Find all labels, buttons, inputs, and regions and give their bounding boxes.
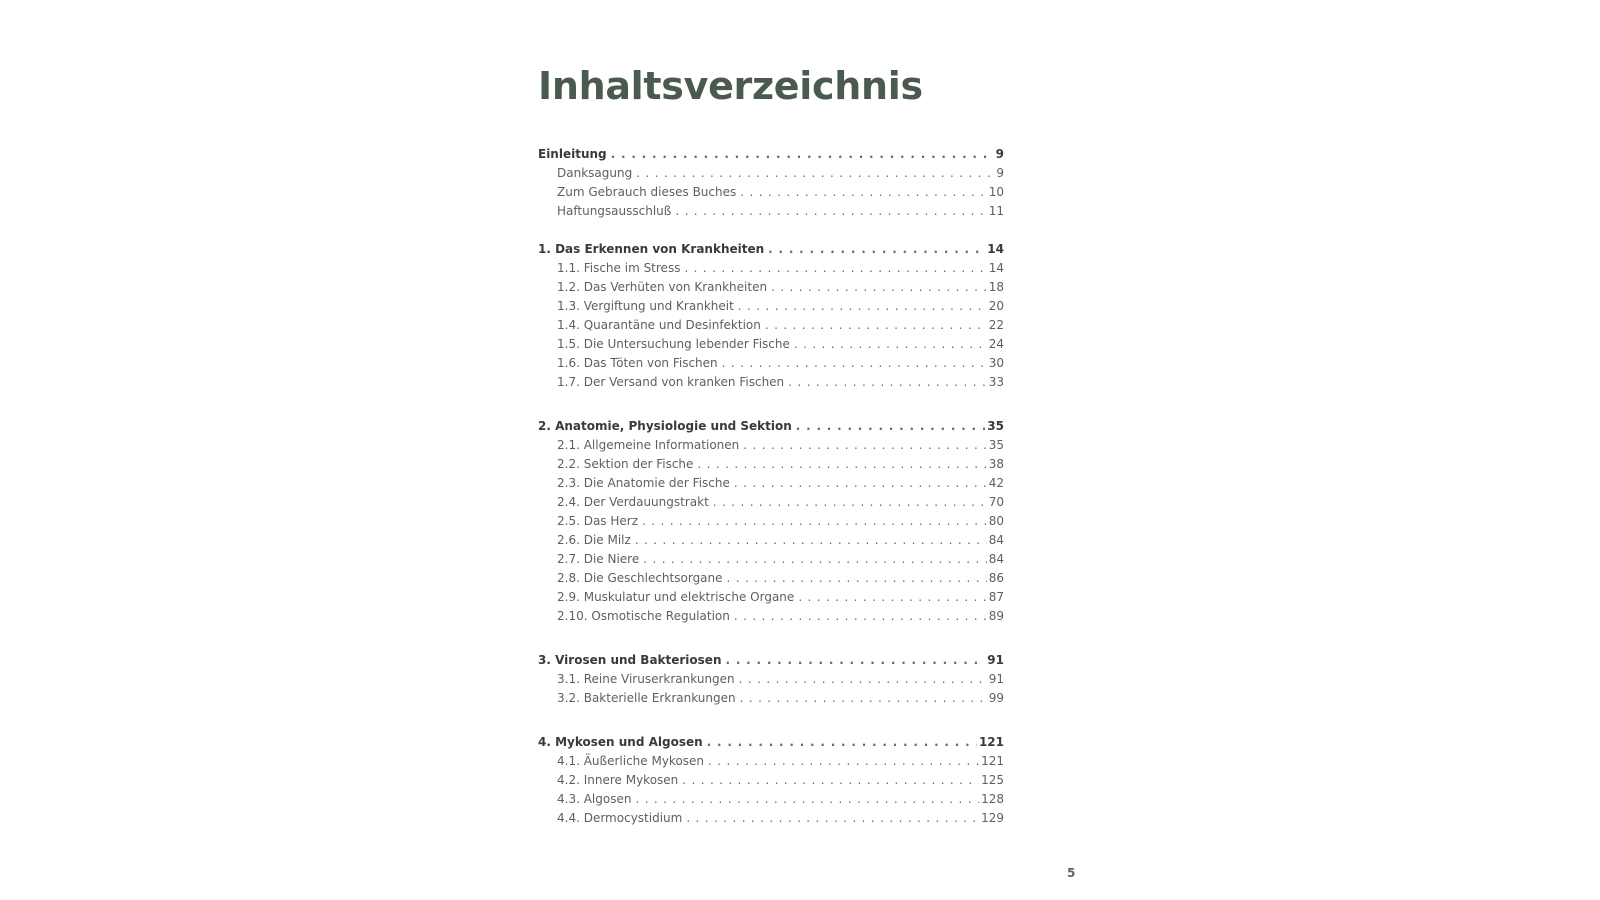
toc-subentry[interactable] xyxy=(538,183,1004,202)
dot-leader xyxy=(727,569,987,588)
toc-page-number: 10 xyxy=(988,185,1004,199)
toc-entry-title: 1.5. Die Untersuchung lebender Fische xyxy=(557,337,790,351)
toc-entry-title: 4.1. Äußerliche Mykosen xyxy=(557,754,705,768)
dot-leader xyxy=(643,550,986,569)
toc-entry-title: Haftungsausschluß xyxy=(557,204,672,218)
toc-entry-title: Einleitung xyxy=(538,147,607,161)
toc-page-number: 9 xyxy=(995,147,1004,161)
toc-entry-title: 1.7. Der Versand von kranken Fischen xyxy=(557,375,785,389)
toc-page-number: 22 xyxy=(988,318,1004,332)
toc-section xyxy=(538,733,1004,828)
toc-page-number: 80 xyxy=(988,514,1004,528)
toc-page-number: 33 xyxy=(988,375,1004,389)
dot-leader xyxy=(642,512,987,531)
toc-subentry[interactable] xyxy=(538,670,1004,689)
dot-leader xyxy=(740,689,987,708)
dot-leader xyxy=(635,531,987,550)
toc-entry-title: Zum Gebrauch dieses Buches xyxy=(557,185,737,199)
toc-subentry[interactable] xyxy=(538,809,1004,828)
dot-leader xyxy=(722,354,987,373)
dot-leader xyxy=(697,455,986,474)
toc-entry-title: 2.4. Der Verdauungstrakt xyxy=(557,495,709,509)
toc-subentry[interactable] xyxy=(538,752,1004,771)
toc-page-number: 20 xyxy=(988,299,1004,313)
toc-page-number: 24 xyxy=(988,337,1004,351)
toc-subentry[interactable] xyxy=(538,373,1004,392)
toc-subentry[interactable] xyxy=(538,607,1004,626)
toc-entry-title: 4. Mykosen und Algosen xyxy=(538,735,703,749)
toc-page-number: 30 xyxy=(988,356,1004,370)
toc-subentry[interactable] xyxy=(538,512,1004,531)
toc-page-number: 11 xyxy=(988,204,1004,218)
dot-leader xyxy=(635,790,979,809)
toc-entry-title: 4.3. Algosen xyxy=(557,792,632,806)
table-of-contents xyxy=(538,145,1004,847)
dot-leader xyxy=(636,164,994,183)
page-number: 5 xyxy=(1067,866,1076,880)
toc-entry-title: 2.8. Die Geschlechtsorgane xyxy=(557,571,723,585)
toc-page-number: 42 xyxy=(988,476,1004,490)
toc-subentry[interactable] xyxy=(538,297,1004,316)
toc-entry-title: 1.6. Das Töten von Fischen xyxy=(557,356,718,370)
toc-page-number: 38 xyxy=(988,457,1004,471)
toc-subentry[interactable] xyxy=(538,455,1004,474)
toc-page-number: 35 xyxy=(988,438,1004,452)
toc-subentry[interactable] xyxy=(538,493,1004,512)
toc-subentry[interactable] xyxy=(538,354,1004,373)
dot-leader xyxy=(798,588,986,607)
toc-entry-title: 2.10. Osmotische Regulation xyxy=(557,609,730,623)
dot-leader xyxy=(765,316,987,335)
dot-leader xyxy=(768,240,985,259)
toc-entry-title: 4.4. Dermocystidium xyxy=(557,811,683,825)
toc-page-number: 14 xyxy=(988,261,1004,275)
toc-entry-title: 1.4. Quarantäne und Desinfektion xyxy=(557,318,761,332)
toc-entry-title: 2.5. Das Herz xyxy=(557,514,639,528)
toc-entry-title: 3.1. Reine Viruserkrankungen xyxy=(557,672,735,686)
toc-entry-title: 2.9. Muskulatur und elektrische Organe xyxy=(557,590,795,604)
toc-entry-title: 1.1. Fische im Stress xyxy=(557,261,681,275)
dot-leader xyxy=(771,278,987,297)
toc-chapter-entry[interactable] xyxy=(538,417,1004,436)
toc-entry-title: 2.1. Allgemeine Informationen xyxy=(557,438,740,452)
dot-leader xyxy=(713,493,987,512)
toc-subentry[interactable] xyxy=(538,474,1004,493)
toc-chapter-entry[interactable] xyxy=(538,733,1004,752)
toc-subentry[interactable] xyxy=(538,771,1004,790)
toc-entry-title: 3.2. Bakterielle Erkrankungen xyxy=(557,691,736,705)
dot-leader xyxy=(743,436,986,455)
dot-leader xyxy=(684,259,986,278)
toc-subentry[interactable] xyxy=(538,689,1004,708)
toc-page-number: 99 xyxy=(988,691,1004,705)
toc-page-number: 86 xyxy=(988,571,1004,585)
dot-leader xyxy=(794,335,987,354)
toc-subentry[interactable] xyxy=(538,259,1004,278)
dot-leader xyxy=(740,183,986,202)
dot-leader xyxy=(796,417,986,436)
dot-leader xyxy=(726,651,986,670)
dot-leader xyxy=(682,771,979,790)
toc-entry-title: 1.2. Das Verhüten von Krankheiten xyxy=(557,280,768,294)
toc-entry-title: 2. Anatomie, Physiologie und Sektion xyxy=(538,419,792,433)
toc-page-number: 70 xyxy=(988,495,1004,509)
toc-page-number: 9 xyxy=(996,166,1004,180)
dot-leader xyxy=(686,809,979,828)
toc-page-number: 87 xyxy=(988,590,1004,604)
toc-chapter-entry[interactable] xyxy=(538,240,1004,259)
toc-entry-title: 2.3. Die Anatomie der Fische xyxy=(557,476,730,490)
dot-leader xyxy=(707,733,977,752)
page-title: Inhaltsverzeichnis xyxy=(538,64,923,108)
toc-subentry[interactable] xyxy=(538,202,1004,221)
toc-entry-title: 2.7. Die Niere xyxy=(557,552,640,566)
dot-leader xyxy=(611,145,994,164)
dot-leader xyxy=(675,202,986,221)
toc-entry-title: 2.2. Sektion der Fische xyxy=(557,457,694,471)
toc-section xyxy=(538,651,1004,708)
toc-subentry[interactable] xyxy=(538,335,1004,354)
toc-section xyxy=(538,240,1004,392)
toc-page-number: 125 xyxy=(981,773,1004,787)
toc-subentry[interactable] xyxy=(538,164,1004,183)
toc-entry-title: 1.3. Vergiftung und Krankheit xyxy=(557,299,734,313)
toc-page-number: 129 xyxy=(981,811,1004,825)
toc-page xyxy=(538,0,1004,900)
toc-chapter-entry[interactable] xyxy=(538,145,1004,164)
toc-subentry[interactable] xyxy=(538,278,1004,297)
toc-chapter-entry[interactable] xyxy=(538,651,1004,670)
dot-leader xyxy=(738,297,987,316)
dot-leader xyxy=(708,752,979,771)
toc-subentry[interactable] xyxy=(538,316,1004,335)
toc-page-number: 84 xyxy=(988,533,1004,547)
toc-subentry[interactable] xyxy=(538,790,1004,809)
toc-section xyxy=(538,417,1004,626)
toc-page-number: 84 xyxy=(988,552,1004,566)
toc-entry-title: 1. Das Erkennen von Krankheiten xyxy=(538,242,765,256)
toc-page-number: 128 xyxy=(981,792,1004,806)
toc-subentry[interactable] xyxy=(538,531,1004,550)
toc-subentry[interactable] xyxy=(538,569,1004,588)
toc-entry-title: Danksagung xyxy=(557,166,633,180)
toc-page-number: 121 xyxy=(981,754,1004,768)
toc-page-number: 14 xyxy=(987,242,1004,256)
toc-entry-title: 2.6. Die Milz xyxy=(557,533,631,547)
toc-subentry[interactable] xyxy=(538,588,1004,607)
toc-section xyxy=(538,145,1004,221)
toc-page-number: 89 xyxy=(988,609,1004,623)
toc-page-number: 121 xyxy=(978,735,1004,749)
toc-page-number: 18 xyxy=(988,280,1004,294)
toc-subentry[interactable] xyxy=(538,550,1004,569)
toc-entry-title: 4.2. Innere Mykosen xyxy=(557,773,679,787)
toc-page-number: 91 xyxy=(988,672,1004,686)
dot-leader xyxy=(734,607,987,626)
dot-leader xyxy=(739,670,987,689)
toc-entry-title: 3. Virosen und Bakteriosen xyxy=(538,653,722,667)
toc-subentry[interactable] xyxy=(538,436,1004,455)
toc-page-number: 35 xyxy=(987,419,1004,433)
dot-leader xyxy=(788,373,987,392)
dot-leader xyxy=(734,474,987,493)
toc-page-number: 91 xyxy=(987,653,1004,667)
